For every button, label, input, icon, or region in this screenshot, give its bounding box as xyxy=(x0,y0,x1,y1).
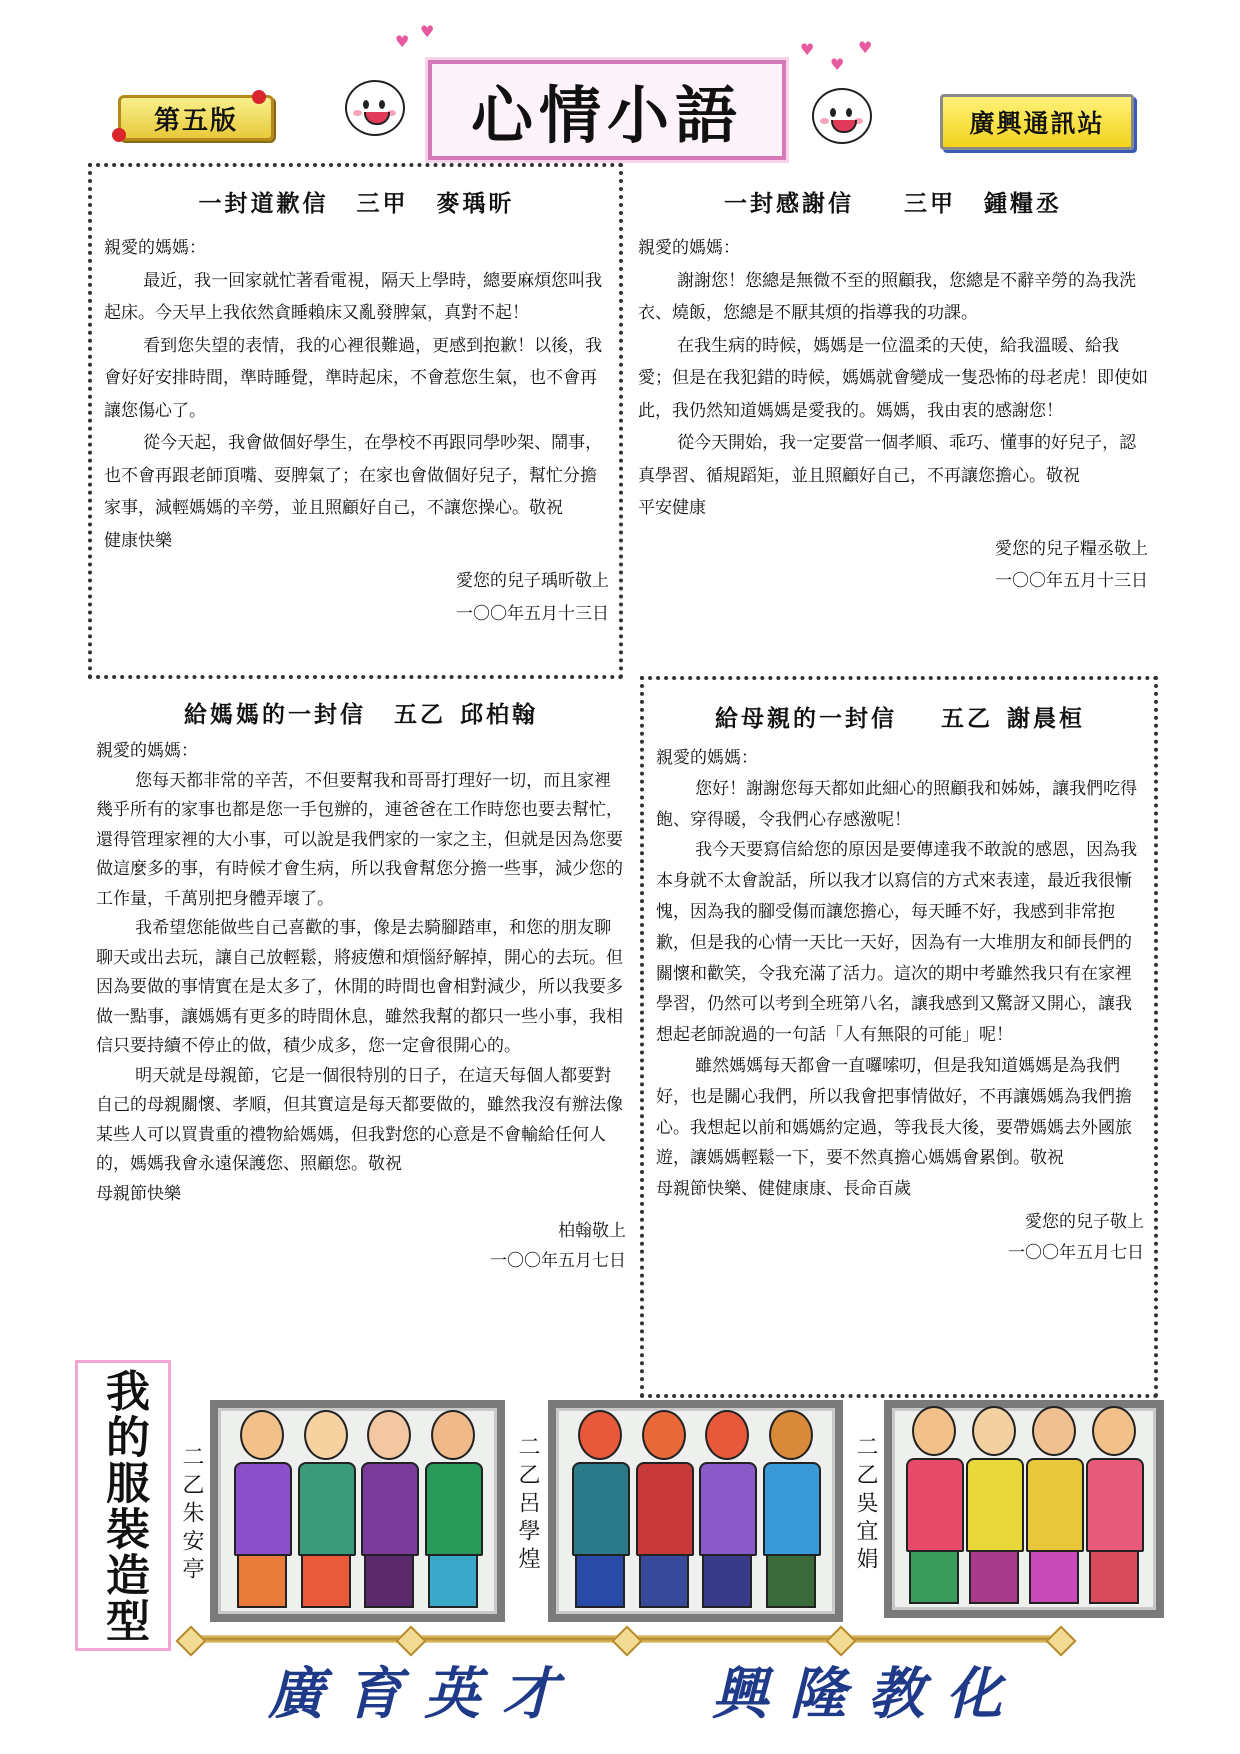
figure-drawing xyxy=(361,1410,417,1608)
letter-title: 給母親的一封信 xyxy=(715,705,897,732)
letter-thanks xyxy=(622,163,1162,679)
header xyxy=(0,0,1240,160)
heart-icon: ♥ xyxy=(800,40,815,59)
letter-paragraph: 明天就是母親節，它是一個很特別的日子，在這天每個人都要對自己的母親關懷、孝順，但其實這是每天都要做的，雖然我沒有辦法像某些人可以買貴重的禮物給媽媽，但我對您的心意是不會輸給任何人的，媽媽我會永遠保護您、照顧您。敬祝 xyxy=(96,1065,623,1174)
heart-icon: ♥ xyxy=(420,22,435,41)
letter-closing: 母親節快樂、健健康康、長命百歲 xyxy=(656,1179,911,1200)
letter-paragraph: 從今天開始，我一定要當一個孝順、乖巧、懂事的好兒子，認真學習、循規蹈矩，並且照顧好自己，不再讓您擔心。敬祝 xyxy=(638,433,1137,486)
letter-paragraph: 最近，我一回家就忙著看電視，隔天上學時，總要麻煩您叫我起床。今天早上我依然貪睡賴床又亂發脾氣，真對不起！ xyxy=(104,270,603,323)
letter-closing: 平安健康 xyxy=(638,498,706,518)
letter-closing: 母親節快樂 xyxy=(96,1183,181,1204)
letter-paragraph: 在我生病的時候，媽媽是一位溫柔的天使，給我溫暖、給我愛；但是在我犯錯的時候，媽媽就會變成一隻恐怖的母老虎！即使如此，我仍然知道媽媽是愛我的。媽媽，我由衷的感謝您！ xyxy=(638,335,1148,421)
letter-date: 一〇〇年五月七日 xyxy=(1008,1242,1144,1263)
letter-date: 一〇〇年五月十三日 xyxy=(995,571,1148,591)
letter-paragraph: 我希望您能做些自己喜歡的事，像是去騎腳踏車，和您的朋友聊聊天或出去玩，讓自己放輕鬆，將疲憊和煩惱紓解掉，開心的去玩。但因為要做的事情實在是太多了，休閒的時間也會相對減少，所以我要多做一點事，讓媽媽有更多的時間休息，雖然我幫的都只一些小事，我相信只要持續不停止的做，積少成多，您一定會很開心的。 xyxy=(96,918,623,1056)
diamond-ornament-icon xyxy=(175,1625,206,1656)
letter-greeting: 親愛的媽媽： xyxy=(638,238,740,258)
figure-drawing xyxy=(572,1410,628,1608)
letter-to-mom xyxy=(80,680,640,1340)
smiley-face-icon xyxy=(812,88,872,144)
letter-date: 一〇〇年五月七日 xyxy=(490,1250,626,1271)
badge-pin-icon xyxy=(112,128,126,142)
heart-icon: ♥ xyxy=(395,32,410,51)
figure-drawing xyxy=(1026,1406,1082,1604)
page-title: 心情小語 xyxy=(470,78,743,152)
newsletter-badge-label: 廣興通訊站 xyxy=(969,109,1105,138)
letter-heading xyxy=(104,185,609,218)
letter-heading xyxy=(656,700,1144,733)
letter-class: 五乙 xyxy=(394,701,446,728)
figure-drawing xyxy=(906,1406,962,1604)
artwork-image xyxy=(210,1400,505,1622)
motto-left: 廣育英才 xyxy=(268,1661,580,1727)
figure-drawing xyxy=(699,1410,755,1608)
letter-closing: 健康快樂 xyxy=(104,530,172,551)
gallery-section-title: 我的服裝造型 xyxy=(75,1360,171,1651)
diamond-ornament-icon xyxy=(611,1625,642,1656)
letter-class: 五乙 xyxy=(941,705,993,732)
smiley-face-icon xyxy=(345,80,405,136)
letter-paragraph: 我今天要寫信給您的原因是要傳達我不敢說的感恩，因為我本身就不太會說話，所以我才以寫信的方式來表達，最近我很慚愧，因為我的腳受傷而讓您擔心，每天睡不好，我感到非常抱歉，但是我的心情一天比一天好，因為有一大堆朋友和師長們的關懷和歡笑，令我充滿了活力。這次的期中考雖然我只有在家裡學習，仍然可以考到全班第八名，讓我感到又驚訝又開心，讓我想起老師說過的一句話「人有無限的可能」呢！ xyxy=(656,840,1138,1046)
letter-greeting: 親愛的媽媽： xyxy=(656,748,758,768)
letter-class: 三甲 xyxy=(904,190,956,217)
artist-name: 二乙朱安亭 xyxy=(179,1445,204,1585)
letter-paragraph: 看到您失望的表情，我的心裡很難過，更感到抱歉！以後，我會好好安排時間，準時睡覺，準時起床，不會惹您生氣，也不會再讓您傷心了。 xyxy=(104,335,603,421)
title-frame xyxy=(428,60,786,160)
letter-date: 一〇〇年五月十三日 xyxy=(456,603,609,624)
letter-apology xyxy=(88,163,623,679)
letter-author: 麥瑀昕 xyxy=(436,190,515,217)
letter-signature: 柏翰敬上 xyxy=(558,1221,626,1241)
heart-icon: ♥ xyxy=(830,55,845,74)
heart-icon: ♥ xyxy=(858,38,873,57)
artist-name: 二乙呂學煌 xyxy=(515,1435,540,1575)
artist-name: 二乙吳宜娟 xyxy=(853,1435,878,1575)
figure-drawing xyxy=(763,1410,819,1608)
figure-drawing xyxy=(234,1410,290,1608)
letter-greeting: 親愛的媽媽： xyxy=(104,238,206,258)
figure-drawing xyxy=(636,1410,692,1608)
letter-to-mother xyxy=(640,676,1158,1398)
letter-title: 一封道歉信 xyxy=(198,190,329,217)
letter-title: 一封感謝信 xyxy=(724,190,854,217)
figure-drawing xyxy=(298,1410,354,1608)
letter-heading xyxy=(96,696,626,729)
newsletter-badge xyxy=(940,94,1134,150)
letter-signature: 愛您的兒子敬上 xyxy=(1025,1211,1144,1232)
letter-greeting: 親愛的媽媽： xyxy=(96,741,198,761)
letter-signature: 愛您的兒子糧丞敬上 xyxy=(995,538,1148,559)
figure-drawing xyxy=(966,1406,1022,1604)
letter-paragraph: 從今天起，我會做個好學生，在學校不再跟同學吵架、鬧事，也不會再跟老師頂嘴、耍脾氣了；在家也會做個好兒子，幫忙分擔家事，減輕媽媽的辛勞，並且照顧好自己，不讓您操心。敬祝 xyxy=(104,433,603,518)
letter-class: 三甲 xyxy=(356,190,409,217)
letter-title: 給媽媽的一封信 xyxy=(184,701,366,728)
letter-author: 邱柏翰 xyxy=(460,701,538,728)
letter-paragraph: 您好！謝謝您每天都如此細心的照顧我和姊姊，讓我們吃得飽、穿得暖，令我們心存感激呢！ xyxy=(656,778,1138,830)
diamond-ornament-icon xyxy=(1045,1625,1076,1656)
artwork-image xyxy=(548,1400,843,1622)
figure-drawing xyxy=(425,1410,481,1608)
letter-paragraph: 雖然媽媽每天都會一直囉嗦叨，但是我知道媽媽是為我們好，也是關心我們，所以我會把事情做好，不再讓媽媽為我們擔心。我想起以前和媽媽約定過，等我長大後，要帶媽媽去外國旅遊，讓媽媽輕鬆一下，要不然真擔心媽媽會累倒。敬祝 xyxy=(656,1055,1132,1169)
artwork-image xyxy=(884,1400,1164,1618)
figure-drawing xyxy=(1086,1406,1142,1604)
edition-badge xyxy=(118,95,274,141)
letter-author: 謝晨桓 xyxy=(1007,705,1085,732)
letter-signature: 愛您的兒子瑀昕敬上 xyxy=(456,571,609,591)
letter-paragraph: 謝謝您！您總是無微不至的照顧我，您總是不辭辛勞的為我洗衣、燒飯，您總是不厭其煩的指導我的功課。 xyxy=(638,270,1137,323)
badge-pin-icon xyxy=(252,90,266,104)
letter-paragraph: 您每天都非常的辛苦，不但要幫我和哥哥打理好一切，而且家裡幾乎所有的家事也都是您一手包辦的，連爸爸在工作時您也要去幫忙，還得管理家裡的大小事，可以說是我們家的一家之主，但就是因為您要做這麼多的事，有時候才會生病，所以我會幫您分擔一些事，減少您的工作量，千萬別把身體弄壞了。 xyxy=(96,770,623,909)
letter-author: 鍾糧丞 xyxy=(984,190,1062,217)
motto-right: 興隆教化 xyxy=(712,1661,1024,1727)
edition-badge-label: 第五版 xyxy=(153,105,238,136)
letter-heading xyxy=(638,185,1148,218)
